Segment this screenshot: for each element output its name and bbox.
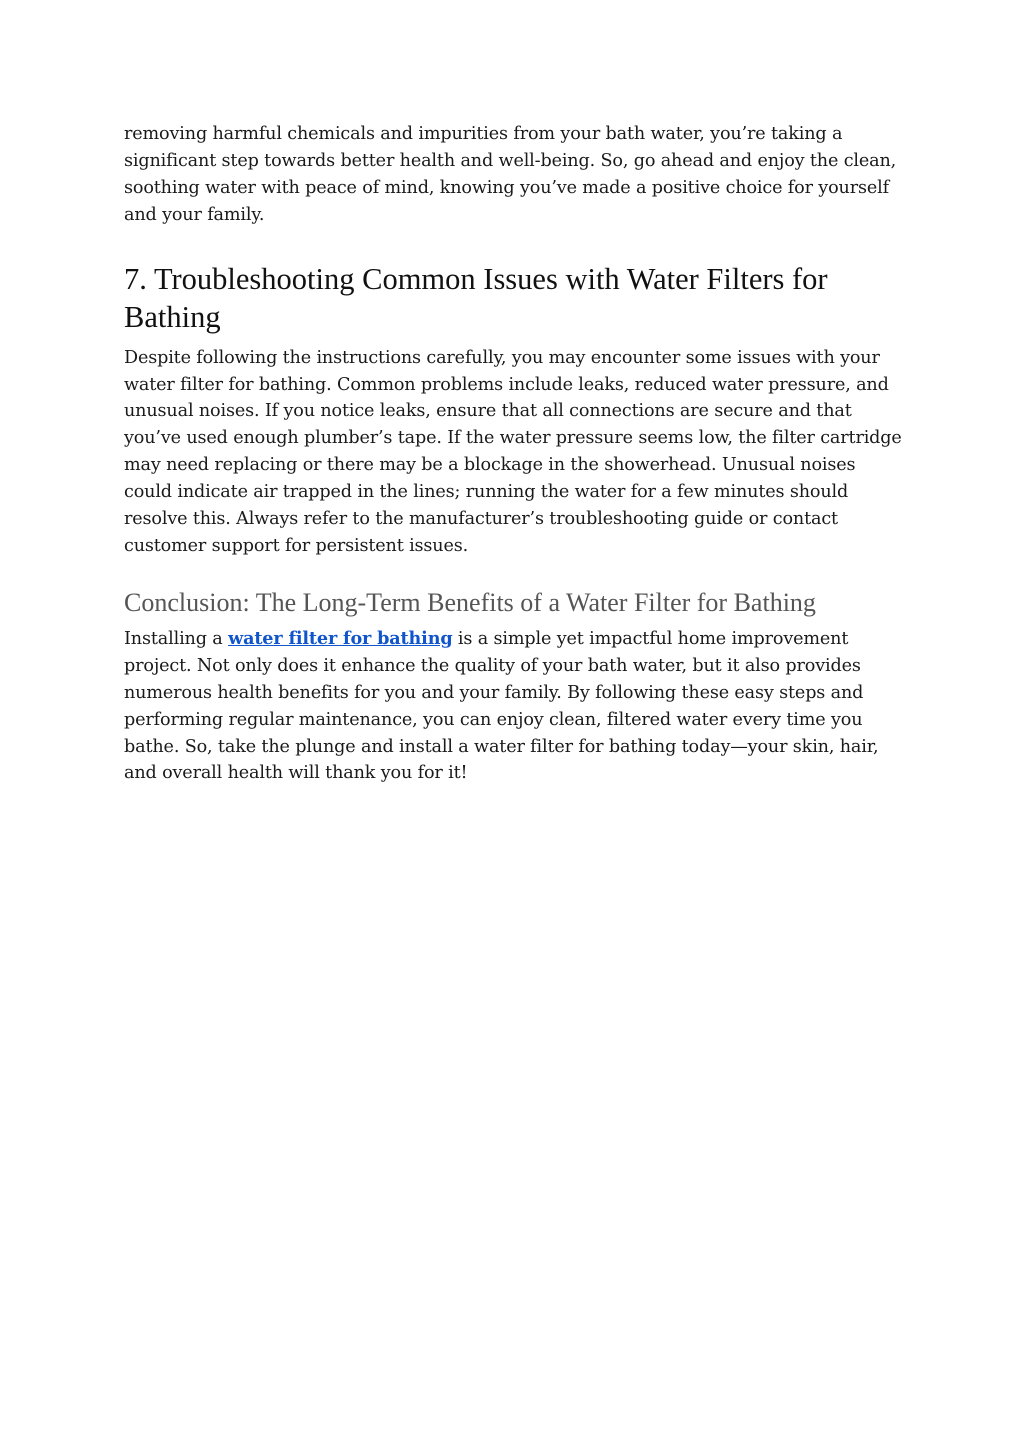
conclusion-lead-text: Installing a [124,628,229,649]
conclusion-paragraph [124,626,904,787]
section-7-paragraph: Despite following the instructions carefully, you may encounter some issues with your water filter for bathing. Common problems include leaks, reduced water pressure, and unusual noises. If you notice leaks, ensure that all connections are secure and that you’ve used enough plumber’s tape. If the water pressure seems low, the filter cartridge may need replacing or there may be a blockage in the showerhead. Unusual noises could indicate air trapped in the lines; running the water for a few minutes should resolve this. Always refer to the manufacturer’s troubleshooting guide or contact customer support for persistent issues. [124,347,902,556]
conclusion-rest-text: is a simple yet impactful home improvement project. Not only does it enhance the quality of your bath water, but it also provides numerous health benefits for you and your family. By following these easy steps and performing regular maintenance, you can enjoy clean, filtered water every time you bathe. So, take the plunge and install a water filter for bathing today—your skin, hair, and overall health will thank you for it! [124,628,879,784]
conclusion-heading: Conclusion: The Long-Term Benefits of a Water Filter for Bathing [124,587,816,617]
document-page [124,121,904,787]
section-7-heading: 7. Troubleshooting Common Issues with Water Filters for Bathing [124,261,828,334]
intro-paragraph: removing harmful chemicals and impurities from your bath water, you’re taking a significant step towards better health and well-being. So, go ahead and enjoy the clean, soothing water with peace of mind, knowing you’ve made a positive choice for yourself and your family. [124,124,897,225]
water-filter-link[interactable]: water filter for bathing [228,627,453,649]
